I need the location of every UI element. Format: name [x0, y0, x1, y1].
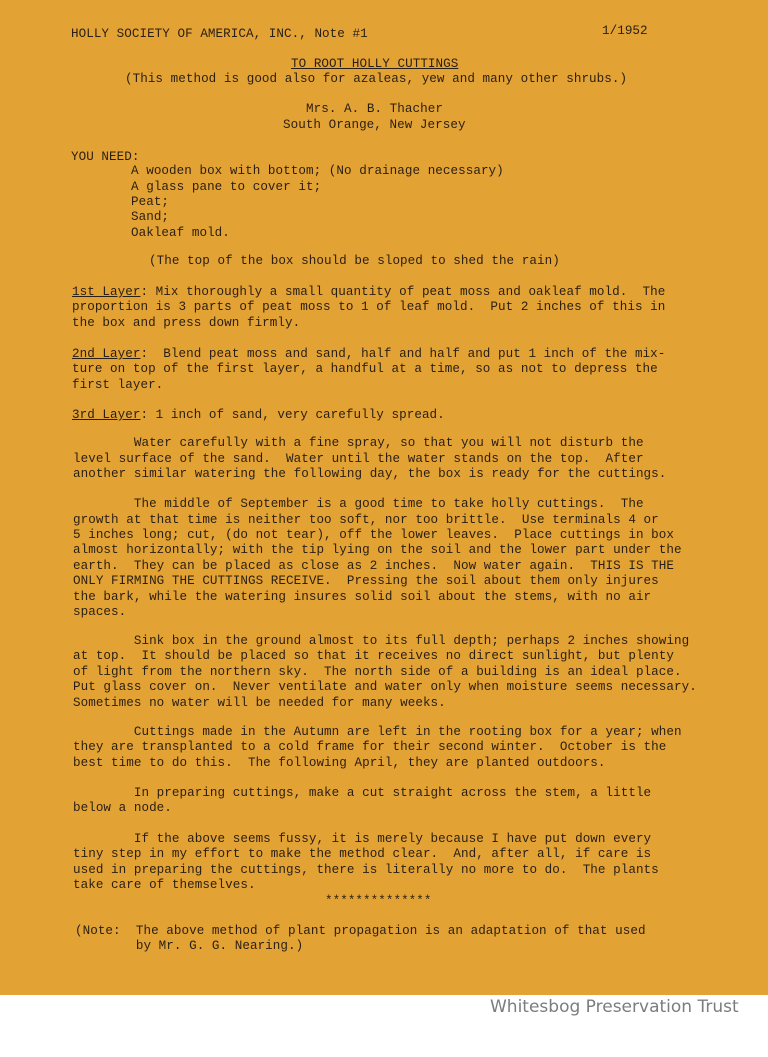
watermark-credit: Whitesbog Preservation Trust: [490, 997, 739, 1017]
note-line: (Note: The above method of plant propagation is an adaptation of that used: [75, 924, 646, 938]
author-name: Mrs. A. B. Thacher: [306, 102, 443, 116]
paragraph-line: ONLY FIRMING THE CUTTINGS RECEIVE. Pressing the soil about them only injures: [73, 574, 659, 588]
paragraph-line: In preparing cuttings, make a cut straight across the stem, a little: [73, 786, 652, 800]
author-place: South Orange, New Jersey: [283, 118, 466, 132]
list-item: Sand;: [131, 210, 170, 224]
layer-line: [72, 408, 445, 424]
list-item: A glass pane to cover it;: [131, 180, 322, 194]
paragraph-line: at top. It should be placed so that it receives no direct sunlight, but plenty: [73, 649, 674, 663]
layer-text: : 1 inch of sand, very carefully spread.: [140, 408, 445, 422]
layer-line: proportion is 3 parts of peat moss to 1 of leaf mold. Put 2 inches of this in: [72, 300, 666, 314]
paragraph-line: Put glass cover on. Never ventilate and water only when moisture seems necessary.: [73, 680, 697, 694]
layer-line: ture on top of the first layer, a handful at a time, so as not to depress the: [72, 362, 658, 376]
layer-label: 2nd Layer: [72, 347, 141, 361]
layer-label: 3rd Layer: [72, 408, 141, 422]
paragraph-line: below a node.: [73, 801, 172, 815]
layer-line: the box and press down firmly.: [72, 316, 301, 330]
list-item: Oakleaf mold.: [131, 226, 230, 240]
layer-text: : Blend peat moss and sand, half and half and put 1 inch of the mix-: [140, 347, 666, 361]
note-line: by Mr. G. G. Nearing.): [75, 939, 304, 953]
layer-line: [72, 285, 665, 301]
document-date: 1/1952: [602, 24, 648, 38]
paragraph-line: another similar watering the following day, the box is ready for the cuttings.: [73, 467, 667, 481]
paragraph-line: Water carefully with a fine spray, so that you will not disturb the: [73, 436, 644, 450]
paragraph-line: Cuttings made in the Autumn are left in the rooting box for a year; when: [73, 725, 682, 739]
paragraph-line: The middle of September is a good time to take holly cuttings. The: [73, 497, 644, 511]
paragraph-line: tiny step in my effort to make the method clear. And, after all, if care is: [73, 847, 652, 861]
paragraph-line: of light from the northern sky. The north side of a building is an ideal place.: [73, 665, 682, 679]
paragraph-line: the bark, while the watering insures solid soil about the stems, with no air: [73, 590, 652, 604]
document-title: TO ROOT HOLLY CUTTINGS: [291, 57, 459, 71]
paragraph-line: If the above seems fussy, it is merely because I have put down every: [73, 832, 652, 846]
layer-line: first layer.: [72, 378, 164, 392]
layer-text: : Mix thoroughly a small quantity of peat moss and oakleaf mold. The: [140, 285, 666, 299]
list-item: Peat;: [131, 195, 170, 209]
document-subtitle: (This method is good also for azaleas, yew and many other shrubs.): [125, 72, 628, 86]
document-header-left: HOLLY SOCIETY OF AMERICA, INC., Note #1: [71, 27, 368, 41]
paragraph-line: they are transplanted to a cold frame for their second winter. October is the: [73, 740, 667, 754]
paragraph-line: 5 inches long; cut, (do not tear), off the lower leaves. Place cuttings in box: [73, 528, 674, 542]
paragraph-line: almost horizontally; with the tip lying on the soil and the lower part under the: [73, 543, 682, 557]
you-need-heading: YOU NEED:: [71, 150, 140, 164]
paragraph-line: earth. They can be placed as close as 2 inches. Now water again. THIS IS THE: [73, 559, 674, 573]
star-divider: **************: [325, 894, 432, 908]
paragraph-line: take care of themselves.: [73, 878, 256, 892]
paragraph-line: Sink box in the ground almost to its full depth; perhaps 2 inches showing: [73, 634, 690, 648]
paragraph-line: level surface of the sand. Water until the water stands on the top. After: [73, 452, 644, 466]
layer-label: 1st Layer: [72, 285, 141, 299]
paragraph-line: spaces.: [73, 605, 127, 619]
box-note: (The top of the box should be sloped to shed the rain): [149, 254, 560, 268]
paragraph-line: used in preparing the cuttings, there is literally no more to do. The plants: [73, 863, 659, 877]
list-item: A wooden box with bottom; (No drainage necessary): [131, 164, 504, 178]
paragraph-line: Sometimes no water will be needed for many weeks.: [73, 696, 446, 710]
paragraph-line: best time to do this. The following April, they are planted outdoors.: [73, 756, 606, 770]
layer-line: [72, 347, 665, 363]
paragraph-line: growth at that time is neither too soft, nor too brittle. Use terminals 4 or: [73, 513, 659, 527]
